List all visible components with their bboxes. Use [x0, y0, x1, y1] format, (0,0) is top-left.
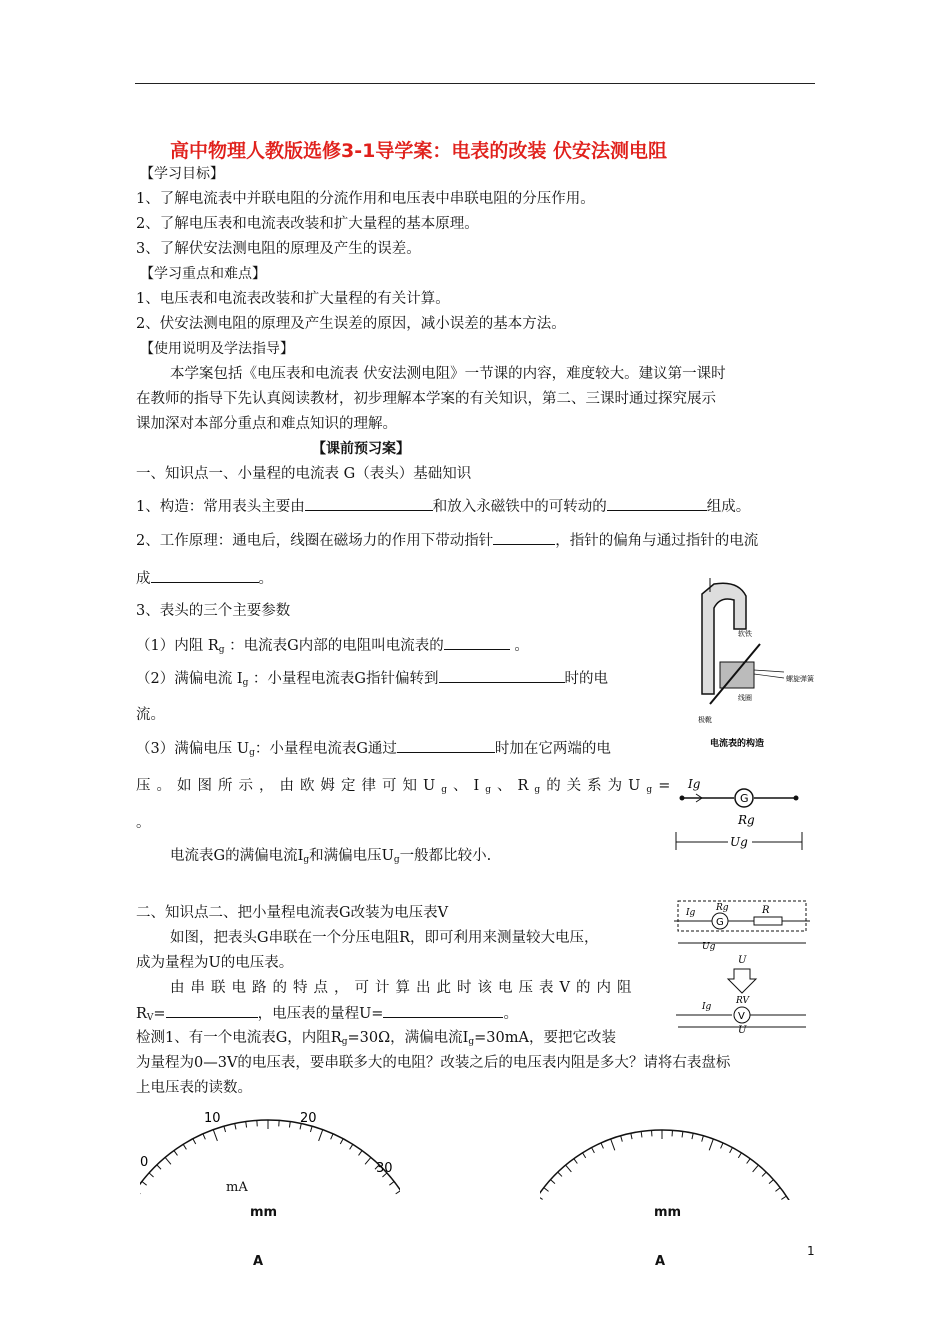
dial-tick: [540, 1196, 543, 1199]
coil-shape: [720, 662, 754, 688]
key-1: 1、电压表和电流表改装和扩大量程的有关计算。: [136, 291, 450, 307]
dial-right-a: A: [655, 1254, 666, 1269]
exercise-line-3: 上电压表的读数。: [136, 1080, 252, 1096]
dial-tick: [183, 1144, 186, 1149]
dial-tick: [289, 1122, 290, 1128]
dial-tick: [224, 1126, 226, 1132]
dial-tick: [389, 1181, 394, 1185]
dial-tick: [340, 1139, 343, 1144]
blank[interactable]: [166, 1003, 258, 1018]
tick-label: 20: [300, 1111, 317, 1126]
blank[interactable]: [493, 530, 555, 545]
dial-tick: [762, 1172, 766, 1176]
dial-tick: [350, 1144, 353, 1149]
dial-tick: [721, 1143, 723, 1148]
dial-tick: [621, 1136, 623, 1142]
down-arrow-icon: [728, 969, 756, 993]
dial-tick: [174, 1151, 178, 1156]
dial-tick: [165, 1157, 171, 1164]
galvanometer-structure-figure: [680, 574, 820, 754]
part2-heading: 二、知识点二、把小量程电流表G改装为电压表V: [136, 905, 449, 921]
dial-tick: [566, 1165, 572, 1172]
goal-2: 2、了解电压表和电流表改装和扩大量程的基本原理。: [136, 216, 479, 232]
tick-label: 0: [140, 1155, 149, 1170]
note-line: 电流表G的满偏电流$I_g$和满偏电压$U_g$一般都比较小.: [170, 848, 492, 865]
voltmeter-conversion-figure: [672, 895, 812, 1035]
ug-label: Ug: [730, 835, 748, 849]
dial-tick: [365, 1157, 371, 1164]
terminal-dot: [794, 796, 799, 801]
dial-tick: [331, 1134, 333, 1139]
dial-tick: [775, 1188, 780, 1192]
dial-arc: [140, 1120, 400, 1200]
dial-left-a: A: [253, 1254, 264, 1269]
dial-tick: [203, 1134, 205, 1139]
dial-ticks: [540, 1130, 790, 1200]
dial-unit: mA: [226, 1180, 248, 1195]
blank[interactable]: [151, 568, 259, 583]
part2-line-1: 如图，把表头G串联在一个分压电阻R，即可利用来测量较大电压，: [170, 930, 599, 946]
dial-ticks: [140, 1120, 400, 1200]
dial-tick: [396, 1191, 400, 1194]
exercise-line-1: 检测1、有一个电流表G，内阻$R_g=30\Omega$，满偏电流$I_g=30mA$，要把它改装: [136, 1030, 616, 1047]
header-rule: [135, 83, 815, 84]
section-heading-key: 【学习重点和难点】: [140, 266, 266, 282]
dial-tick: [682, 1131, 683, 1137]
section-heading-preview: 【课前预习案】: [312, 441, 410, 457]
ug-label: Ug: [702, 942, 716, 952]
dial-arc: [540, 1130, 790, 1200]
dial-tick: [157, 1165, 161, 1169]
param-3-end: 。: [136, 815, 151, 831]
guide-line-2: 在教师的指导下先认真阅读教材，初步理解本学案的有关知识，第二、三课时通过探究展示: [136, 391, 716, 407]
dial-tick: [558, 1172, 562, 1176]
dial-tick: [246, 1122, 247, 1128]
dial-tick: [551, 1180, 555, 1184]
figure-caption: 电流表的构造: [710, 739, 765, 749]
dial-right-mm: mm: [654, 1205, 682, 1220]
param-2-cont: 流。: [136, 707, 165, 723]
terminal-dot: [680, 796, 685, 801]
u-label: U: [738, 955, 747, 966]
leader-line: [754, 674, 784, 678]
question-1: 1、构造：常用表头主要由 和放入永磁铁中的可转动的 组成。: [136, 496, 750, 517]
dial-tick: [738, 1153, 741, 1158]
dial-tick: [583, 1153, 586, 1158]
dial-tick: [730, 1148, 733, 1153]
question-3: 3、表头的三个主要参数: [136, 603, 291, 619]
dial-tick: [753, 1165, 759, 1172]
rg-label: Rg: [716, 903, 729, 913]
question-2-cont: 成 。: [136, 568, 273, 589]
rg-label: Rg: [738, 813, 755, 827]
dial-tick: [611, 1139, 615, 1150]
dial-tick: [702, 1136, 704, 1142]
dashed-box: [678, 901, 806, 931]
dial-tick: [574, 1159, 578, 1164]
guide-line-1: 本学案包括《电压表和电流表 伏安法测电阻》一节课的内容，难度较大。建议第一课时: [170, 366, 726, 382]
symbol-label: G: [740, 792, 749, 805]
part2-line-4: $R_V=$ ，电压表的量程U= 。: [136, 1003, 518, 1028]
param-3: （3）满偏电压 $U_g$：小量程电流表G通过 时加在它两端的电: [136, 738, 611, 763]
dial-tick: [319, 1130, 323, 1141]
goal-3: 3、了解伏安法测电阻的原理及产生的误差。: [136, 241, 421, 257]
question-2: 2、工作原理：通电后，线圈在磁场力的作用下带动指针 ，指针的偏角与通过指针的电流: [136, 530, 758, 551]
blank[interactable]: [383, 1003, 503, 1018]
part2-line-3: 由串联电路的特点，可计算出此时该电压表V的内阻: [170, 980, 638, 996]
figure-label: 极靴: [698, 716, 712, 724]
dial-left: [140, 1110, 400, 1200]
dial-tick: [592, 1148, 595, 1153]
section-heading-guide: 【使用说明及学法指导】: [140, 341, 294, 357]
rv-label: RV: [736, 996, 749, 1006]
guide-line-3: 课加深对本部分重点和难点知识的理解。: [136, 416, 397, 432]
part2-line-2: 成为量程为U的电压表。: [136, 955, 294, 971]
figure-label: 线圈: [738, 694, 752, 702]
page-number: 1: [807, 1244, 815, 1258]
dial-tick: [692, 1133, 693, 1139]
ig-label: Ig: [688, 777, 701, 791]
section-heading-goals: 【学习目标】: [140, 166, 224, 182]
dial-tick: [142, 1181, 147, 1185]
tick-label: 10: [204, 1111, 221, 1126]
dial-tick: [631, 1133, 632, 1139]
dial-tick: [709, 1139, 713, 1150]
u-label: U: [738, 1025, 747, 1035]
dial-tick: [193, 1139, 196, 1144]
blank[interactable]: [305, 496, 433, 511]
blank[interactable]: [444, 635, 510, 650]
param-1: （1）内阻 $R_g$ ：电流表G内部的电阻叫电流表的 。: [136, 635, 529, 660]
dial-tick: [359, 1151, 363, 1156]
figure-label: 螺旋弹簧: [786, 675, 814, 683]
param-2: （2）满偏电流 $I_g$ ：小量程电流表G指针偏转到 时的电: [136, 668, 608, 693]
dial-tick: [544, 1188, 549, 1192]
dial-tick: [235, 1123, 236, 1129]
param-3-cont: 压。如图所示，由欧姆定律可知$U_g$、$I_g$、$R_g$的关系为$U_g=$: [136, 778, 677, 795]
exercise-line-2: 为量程为0—3V的电压表，要串联多大的电阻？改装之后的电压表内阻是多大？请将右表盘标: [136, 1055, 731, 1071]
figure-label: 软铁: [738, 630, 752, 638]
dial-tick: [149, 1173, 153, 1177]
goal-1: 1、了解电流表中并联电阻的分流作用和电压表中串联电阻的分压作用。: [136, 191, 595, 207]
tick-label: 30: [376, 1161, 393, 1176]
dial-tick: [781, 1196, 786, 1199]
ig-label: Ig: [702, 1002, 712, 1012]
blank[interactable]: [397, 738, 495, 753]
blank[interactable]: [607, 496, 707, 511]
galvanometer-circuit-figure: [672, 770, 812, 860]
dial-tick: [601, 1143, 603, 1148]
ig-label: Ig: [686, 908, 696, 918]
dial-tick: [769, 1180, 773, 1184]
dial-tick: [213, 1130, 217, 1141]
blank[interactable]: [439, 668, 565, 683]
page-title: 高中物理人教版选修3-1导学案：电表的改装 伏安法测电阻: [170, 140, 667, 162]
resistor-symbol: [754, 917, 782, 925]
symbol-label: V: [738, 1011, 745, 1022]
dial-tick: [310, 1126, 312, 1132]
dial-tick: [747, 1159, 751, 1164]
part1-heading: 一、知识点一、小量程的电流表 G（表头）基础知识: [136, 466, 472, 482]
dial-right: [540, 1110, 790, 1200]
key-2: 2、伏安法测电阻的原理及产生误差的原因，减小误差的基本方法。: [136, 316, 566, 332]
leader-line: [754, 670, 784, 672]
dial-left-mm: mm: [250, 1205, 278, 1220]
r-label: R: [762, 905, 770, 916]
dial-tick: [641, 1131, 642, 1137]
symbol-label: G: [716, 917, 724, 928]
